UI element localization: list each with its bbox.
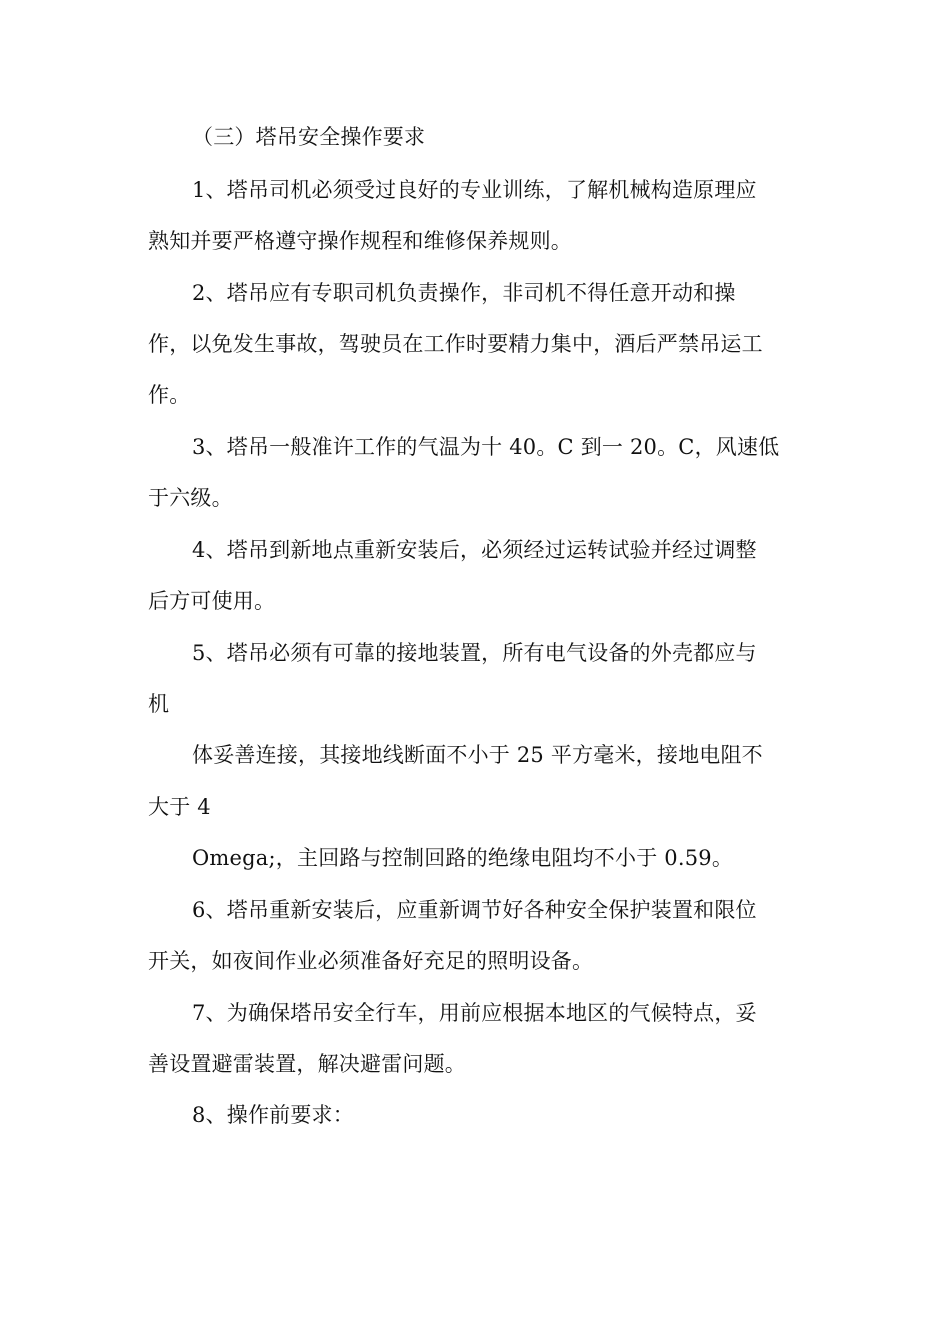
paragraph-line: 3、塔吊一般准许工作的气温为十 40。C 到一 20。C，风速低	[192, 435, 780, 459]
paragraph-line: 善设置避雷装置，解决避雷问题。	[148, 1052, 466, 1076]
paragraph-line: 5、塔吊必须有可靠的接地装置，所有电气设备的外壳都应与	[192, 641, 757, 665]
section-heading: （三）塔吊安全操作要求	[192, 125, 426, 149]
paragraph-line: 2、塔吊应有专职司机负责操作，非司机不得任意开动和操	[192, 281, 736, 305]
paragraph-line: 后方可使用。	[148, 589, 276, 613]
paragraph-line: 4、塔吊到新地点重新安装后，必须经过运转试验并经过调整	[192, 538, 757, 562]
paragraph-line: 开关，如夜间作业必须准备好充足的照明设备。	[148, 949, 594, 973]
paragraph-line: 体妥善连接，其接地线断面不小于 25 平方毫米，接地电阻不	[192, 743, 763, 767]
paragraph-line: 作。	[148, 383, 191, 407]
paragraph-line: 机	[148, 692, 170, 716]
paragraph-line: Omega;，主回路与控制回路的绝缘电阻均不小于 0.59。	[192, 846, 734, 870]
paragraph-line: 作，以免发生事故，驾驶员在工作时要精力集中，酒后严禁吊运工	[148, 332, 763, 356]
paragraph-line: 7、为确保塔吊安全行车，用前应根据本地区的气候特点，妥	[192, 1001, 757, 1025]
paragraph-line: 熟知并要严格遵守操作规程和维修保养规则。	[148, 229, 572, 253]
paragraph-line: 于六级。	[148, 486, 233, 510]
paragraph-line: 1、塔吊司机必须受过良好的专业训练，了解机械构造原理应	[192, 178, 757, 202]
paragraph-line: 6、塔吊重新安装后，应重新调节好各种安全保护装置和限位	[192, 898, 757, 922]
paragraph-line: 8、操作前要求：	[192, 1103, 354, 1127]
paragraph-line: 大于 4	[148, 795, 211, 819]
